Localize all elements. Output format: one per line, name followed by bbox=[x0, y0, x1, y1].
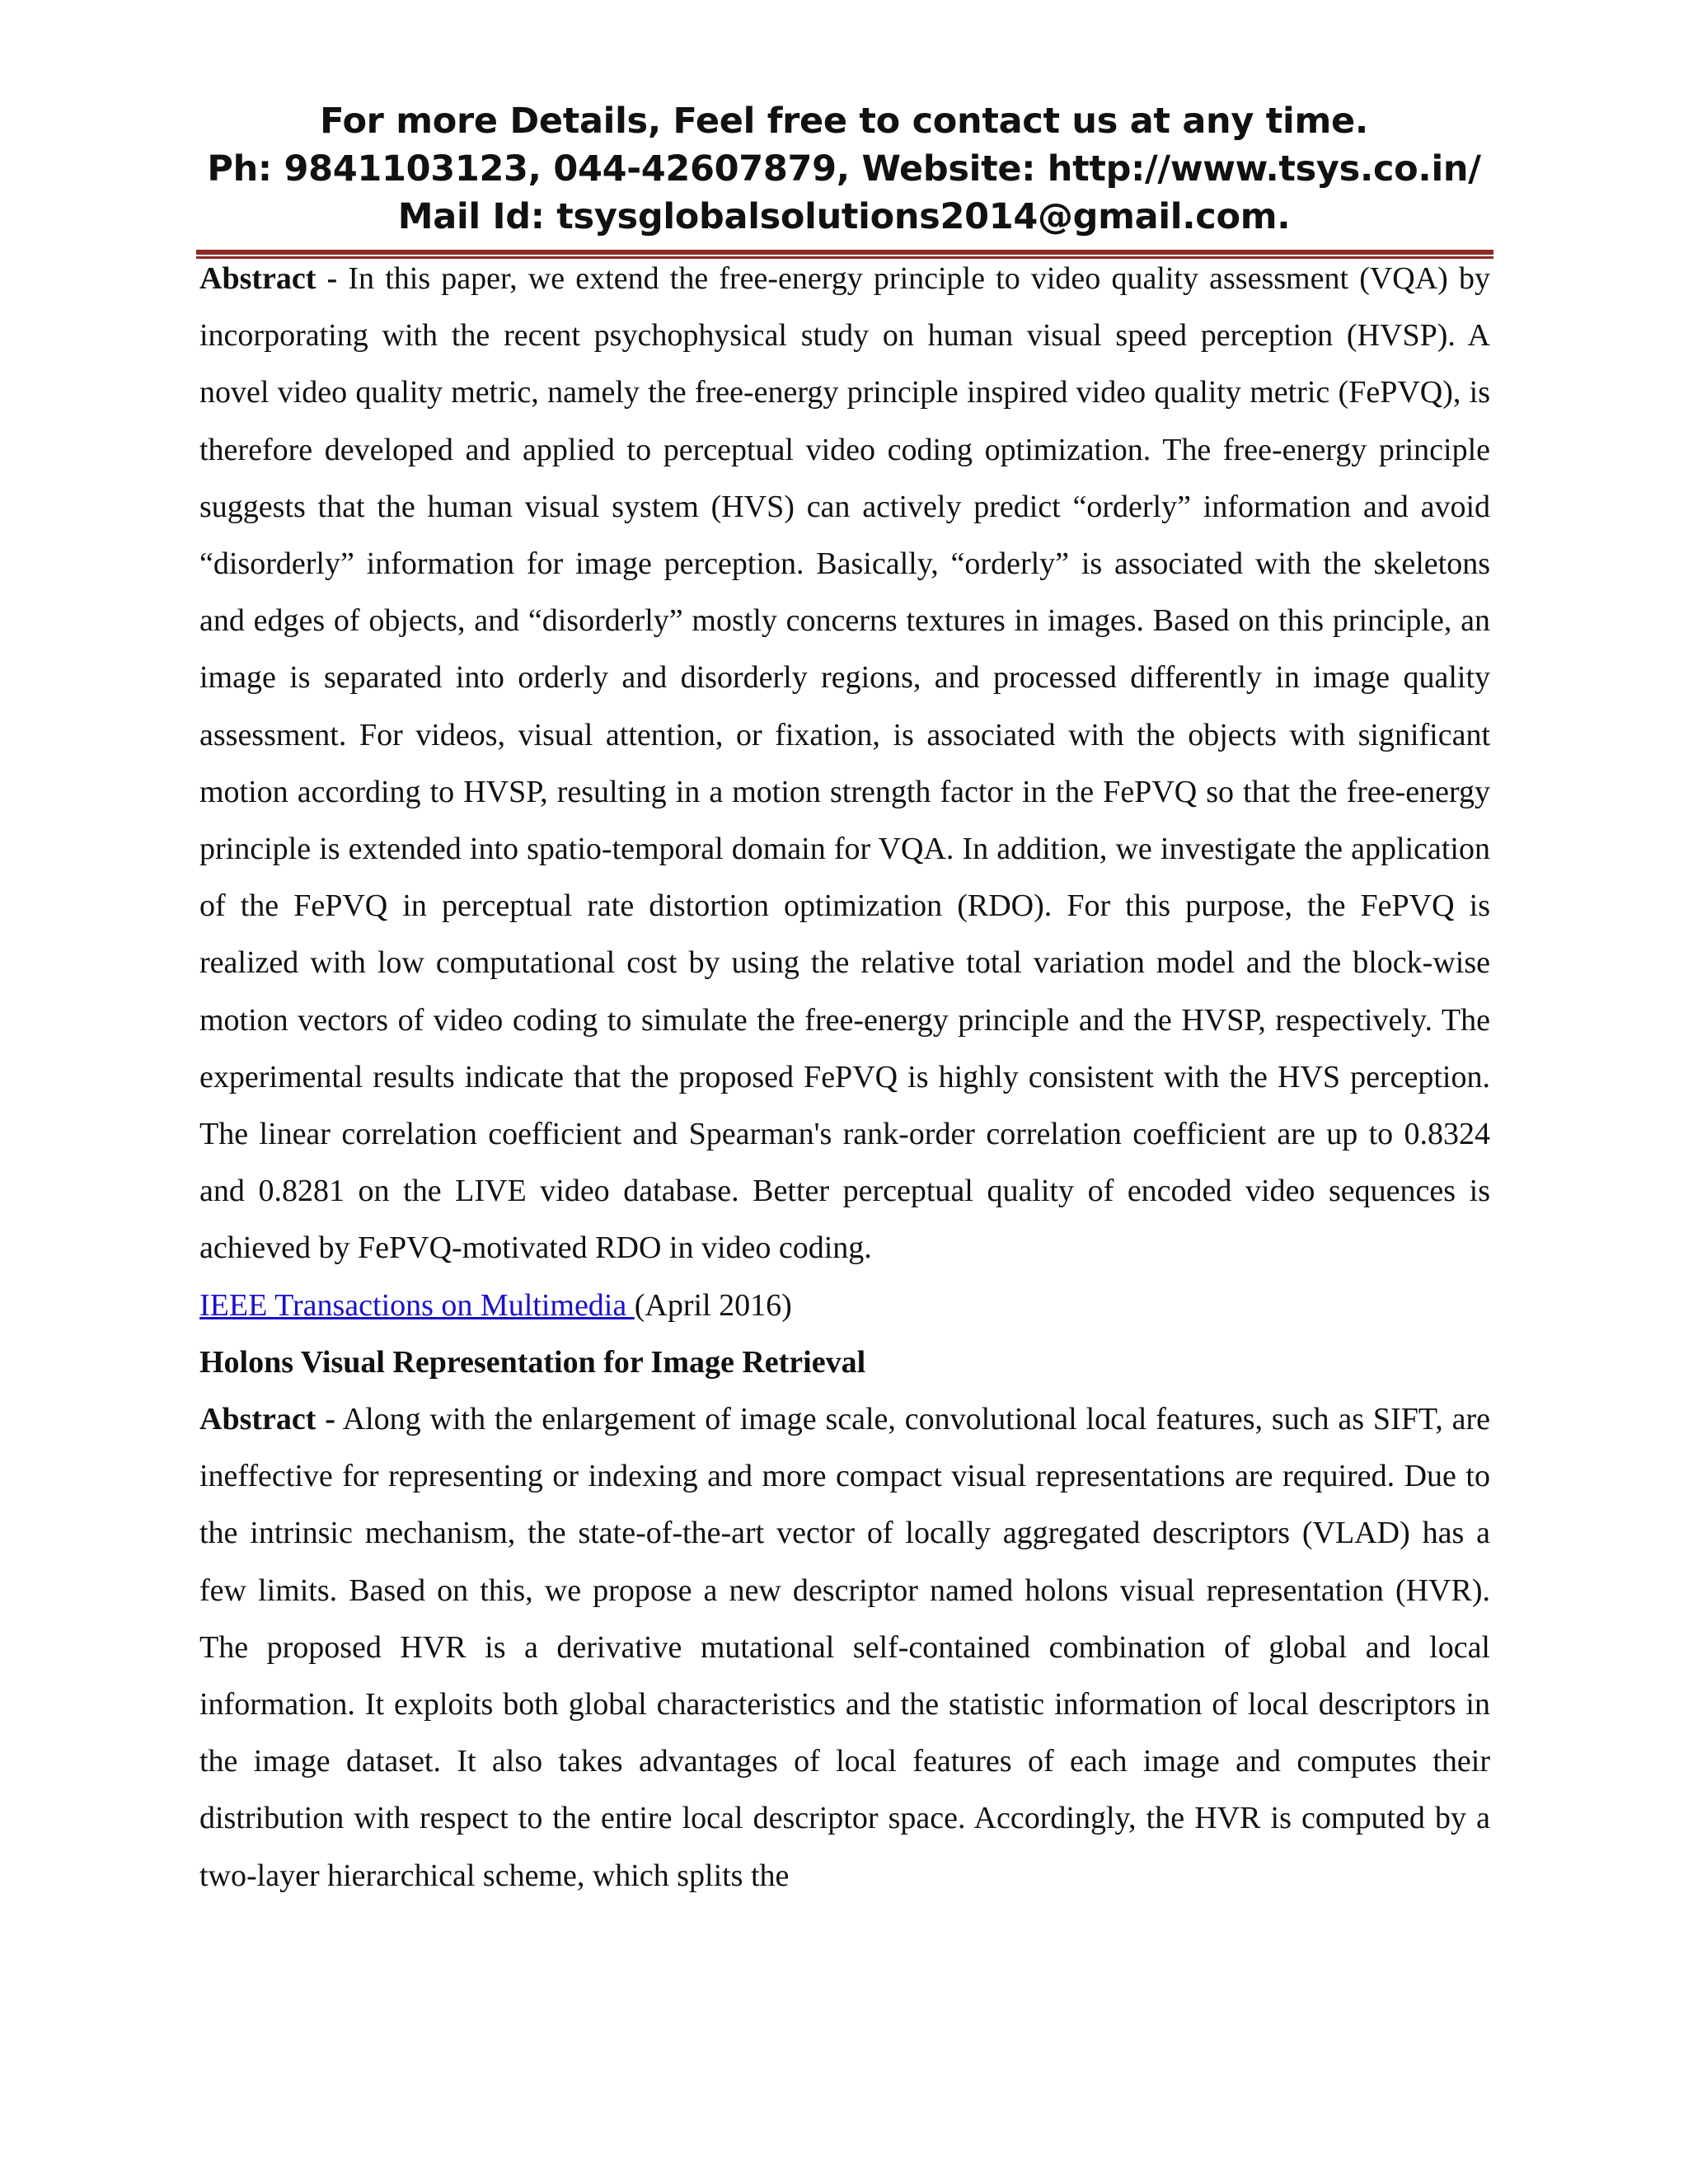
paper1-abstract bbox=[199, 251, 1490, 1277]
abstract-text: In this paper, we extend the free-energy principle to video quality assessment (VQA) by incorporating with the recent psychophysical study on human visual speed perception (HVSP). A novel video quality metric, namely the free-energy principle inspired video quality metric (FePVQ), is therefore developed and applied to perceptual video coding optimization. The free-energy principle suggests that the human visual system (HVS) can actively predict “orderly” information and avoid “disorderly” information for image perception. Basically, “orderly” is associated with the skeletons and edges of objects, and “disorderly” mostly concerns textures in images. Based on this principle, an image is separated into orderly and disorderly regions, and processed differently in image quality assessment. For videos, visual attention, or fixation, is associated with the objects with significant motion according to HVSP, resulting in a motion strength factor in the FePVQ so that the free-energy principle is extended into spatio-temporal domain for VQA. In addition, we investigate the application of the FePVQ in perceptual rate distortion optimization (RDO). For this purpose, the FePVQ is realized with low computational cost by using the relative total variation model and the block-wise motion vectors of video coding to simulate the free-energy principle and the HVSP, respectively. The experimental results indicate that the proposed FePVQ is highly consistent with the HVS perception. The linear correlation coefficient and Spearman's rank-order correlation coefficient are up to 0.8324 and 0.8281 on the LIVE video database. Better perceptual quality of encoded video sequences is achieved by FePVQ-motivated RDO in video coding. bbox=[199, 261, 1490, 1266]
paper2-title: Holons Visual Representation for Image Retrieval bbox=[199, 1344, 866, 1380]
paper1-citation bbox=[199, 1277, 1490, 1334]
contact-header bbox=[193, 97, 1495, 241]
header-phone-website-line: Ph: 9841103123, 044-42607879, Website: http://www.tsys.co.in/ bbox=[207, 148, 1481, 190]
abstract-label: Abstract - bbox=[199, 1402, 335, 1437]
publication-date: (April 2016) bbox=[634, 1287, 792, 1323]
document-body bbox=[199, 251, 1490, 1905]
journal-link[interactable]: IEEE Transactions on Multimedia bbox=[199, 1287, 635, 1323]
abstract-label: Abstract - bbox=[199, 261, 338, 296]
header-email-line: Mail Id: tsysglobalsolutions2014@gmail.com. bbox=[397, 196, 1291, 237]
abstract-text: Along with the enlargement of image scale, convolutional local features, such as SIFT, are ineffective for representing or indexing and more compact visual representations are required. Due to the intrinsic mechanism, the state-of-the-art vector of locally aggregated descriptors (VLAD) has a few limits. Based on this, we propose a new descriptor named holons visual representation (HVR). The proposed HVR is a derivative mutational self-contained combination of global and local information. It exploits both global characteristics and the statistic information of local descriptors in the image dataset. It also takes advantages of local features of each image and computes their distribution with respect to the entire local descriptor space. Accordingly, the HVR is computed by a two-layer hierarchical scheme, which splits the bbox=[199, 1402, 1490, 1893]
header-contact-line: For more Details, Feel free to contact us at any time. bbox=[320, 101, 1368, 142]
paper2-abstract bbox=[199, 1391, 1490, 1905]
